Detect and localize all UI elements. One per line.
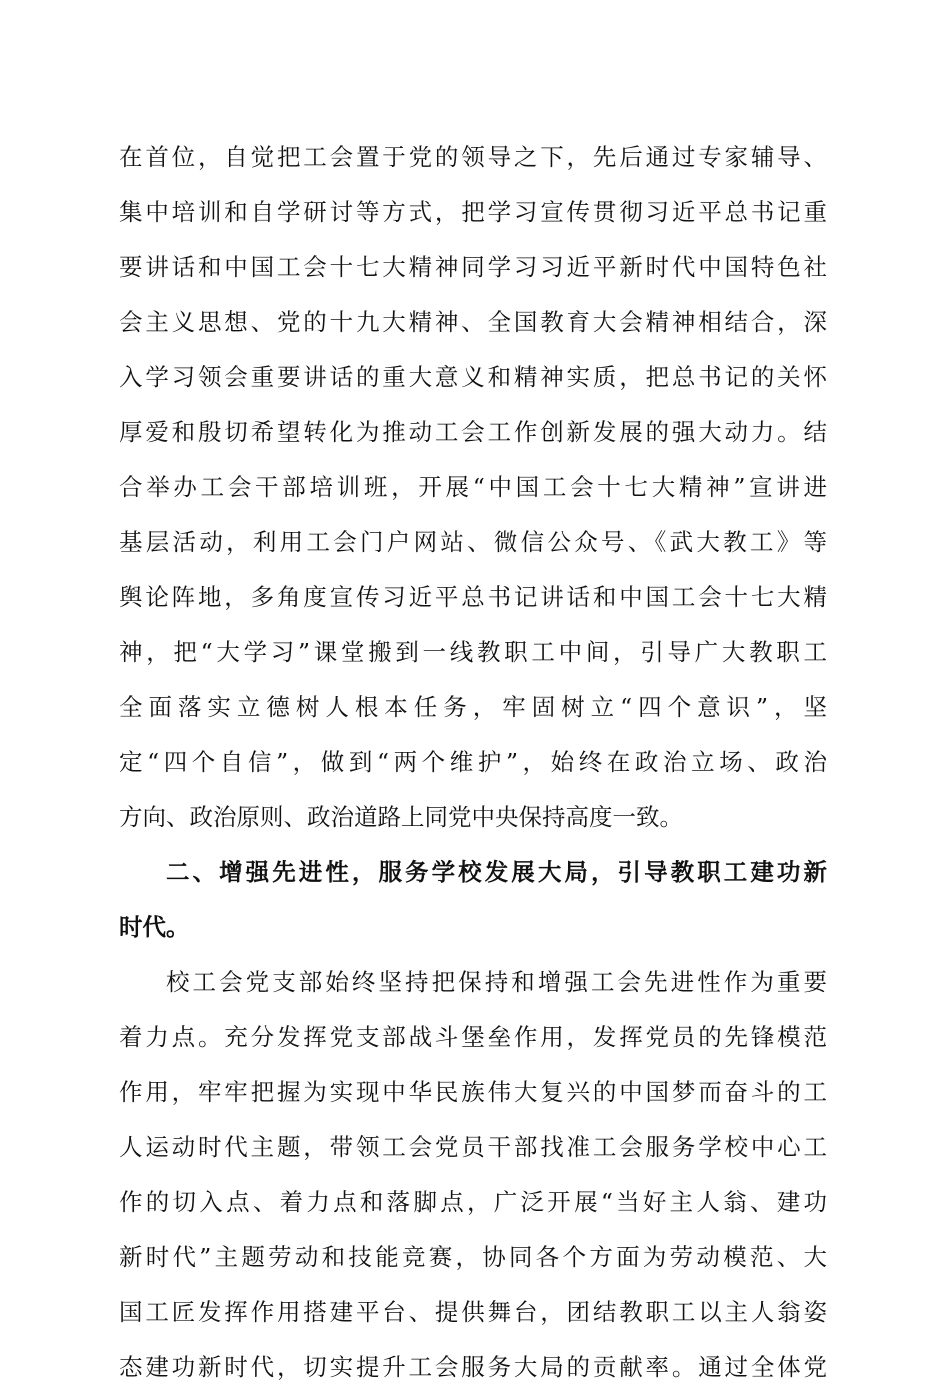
text-line: 作的切入点、着力点和落脚点，广泛开展“当好主人翁、建功 xyxy=(119,1188,827,1216)
text-line: 着力点。充分发挥党支部战斗堡垒作用，发挥党员的先锋模范 xyxy=(119,1023,827,1051)
text-line: 基层活动，利用工会门户网站、微信公众号、《武大教工》等 xyxy=(119,528,827,556)
heading-line: 二、增强先进性，服务学校发展大局，引导教职工建功新 xyxy=(166,858,827,886)
section-2-paragraph xyxy=(119,955,827,1395)
text-line: 人运动时代主题，带领工会党员干部找准工会服务学校中心工 xyxy=(119,1133,827,1161)
document-body xyxy=(119,130,827,1395)
text-line: 会主义思想、党的十九大精神、全国教育大会精神相结合，深 xyxy=(119,308,827,336)
text-line: 新时代”主题劳动和技能竞赛，协同各个方面为劳动模范、大 xyxy=(119,1243,827,1271)
text-line: 全面落实立德树人根本任务，牢固树立“四个意识”，坚 xyxy=(119,693,827,721)
text-line: 国工匠发挥作用搭建平台、提供舞台，团结教职工以主人翁姿 xyxy=(119,1298,827,1326)
heading-line: 时代。 xyxy=(119,913,190,941)
text-line: 舆论阵地，多角度宣传习近平总书记讲话和中国工会十七大精 xyxy=(119,583,827,611)
text-line: 入学习领会重要讲话的重大意义和精神实质，把总书记的关怀 xyxy=(119,363,827,391)
text-line: 要讲话和中国工会十七大精神同学习习近平新时代中国特色社 xyxy=(119,253,827,281)
text-line: 合举办工会干部培训班，开展“中国工会十七大精神”宣讲进 xyxy=(119,473,827,501)
text-line: 校工会党支部始终坚持把保持和增强工会先进性作为重要 xyxy=(166,968,827,996)
text-line: 集中培训和自学研讨等方式，把学习宣传贯彻习近平总书记重 xyxy=(119,198,827,226)
text-line: 在首位，自觉把工会置于党的领导之下，先后通过专家辅导、 xyxy=(119,143,827,171)
paragraph-1 xyxy=(119,130,827,845)
text-line: 作用，牢牢把握为实现中华民族伟大复兴的中国梦而奋斗的工 xyxy=(119,1078,827,1106)
section-2-heading xyxy=(119,845,827,955)
text-line: 方向、政治原则、政治道路上同党中央保持高度一致。 xyxy=(119,803,683,831)
text-line: 神，把“大学习”课堂搬到一线教职工中间，引导广大教职工 xyxy=(119,638,827,666)
text-line: 厚爱和殷切希望转化为推动工会工作创新发展的强大动力。结 xyxy=(119,418,827,446)
text-line: 态建功新时代，切实提升工会服务大局的贡献率。通过全体党 xyxy=(119,1353,827,1381)
text-line: 定“四个自信”，做到“两个维护”，始终在政治立场、政治 xyxy=(119,748,827,776)
